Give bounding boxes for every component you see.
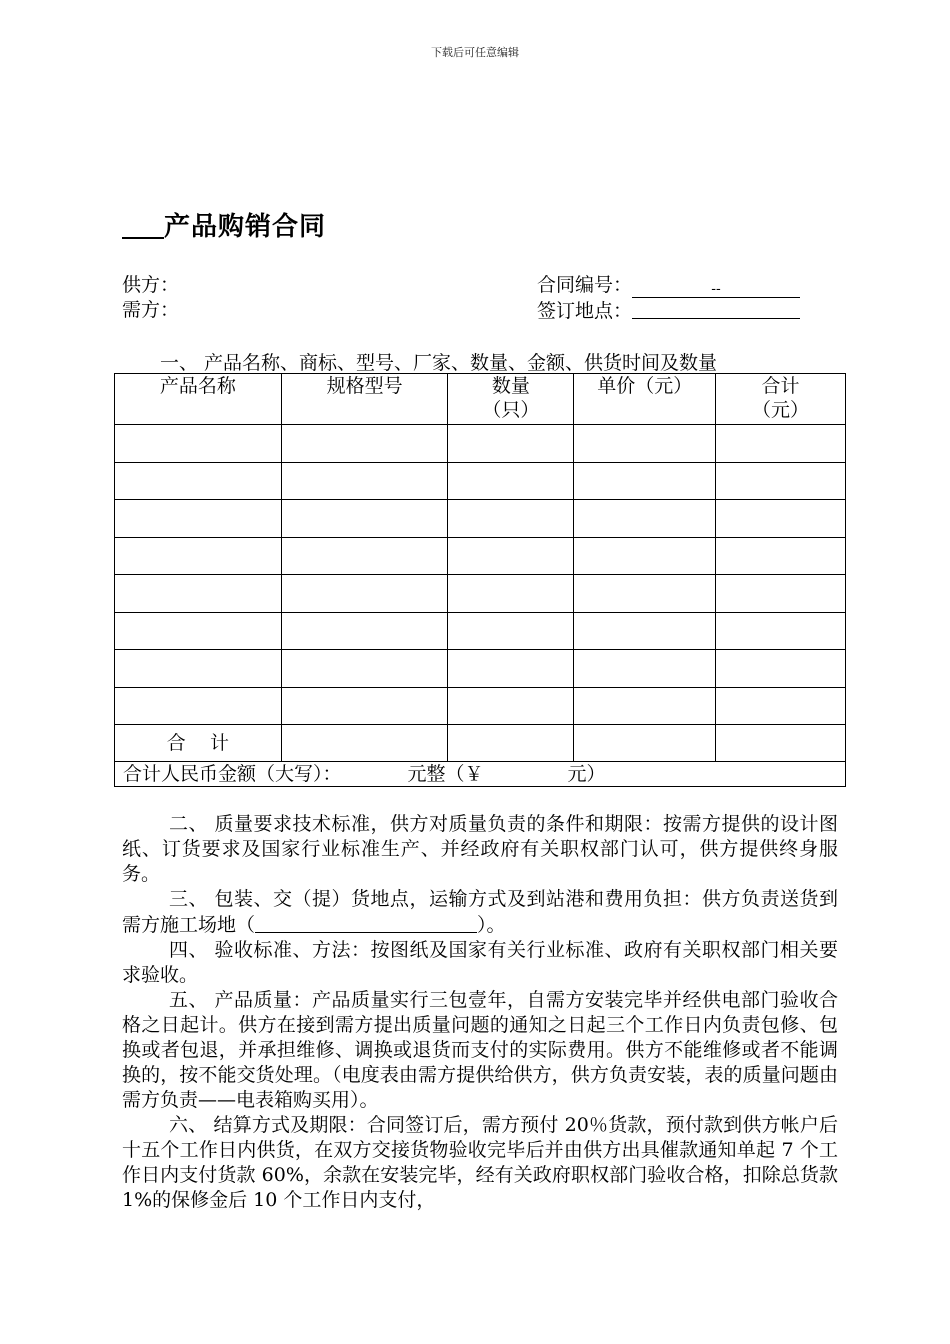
table-header-row: [115, 374, 846, 425]
table-cell[interactable]: [574, 575, 716, 613]
table-cell[interactable]: [115, 462, 282, 500]
title-text: 产品购销合同: [164, 212, 327, 242]
table-cell[interactable]: [716, 650, 846, 688]
table-cell[interactable]: [716, 612, 846, 650]
clause-2: 二、 质量要求技术标准，供方对质量负责的条件和期限：按需方提供的设计图纸、订货要求及国家行业标准生产、并经政府有关职权部门认可，供方提供终身服务。: [122, 813, 838, 885]
table-cell[interactable]: [716, 575, 846, 613]
product-table: [114, 373, 846, 787]
table-cell[interactable]: [281, 725, 448, 762]
table-cell[interactable]: [281, 650, 448, 688]
table-cell[interactable]: [574, 687, 716, 725]
table-cell[interactable]: [448, 612, 574, 650]
contract-clauses: [122, 812, 838, 1213]
table-cell[interactable]: [716, 500, 846, 538]
table-cell[interactable]: [448, 500, 574, 538]
site-field[interactable]: [255, 912, 477, 933]
table-cell[interactable]: [716, 425, 846, 463]
table-row: [115, 612, 846, 650]
table-total-row: [115, 762, 846, 787]
table-cell[interactable]: [281, 687, 448, 725]
buyer-label: 需方：: [122, 299, 180, 321]
header-product-name: 产品名称: [115, 374, 282, 425]
table-cell[interactable]: [115, 537, 282, 575]
table-cell[interactable]: [115, 687, 282, 725]
table-cell[interactable]: [716, 687, 846, 725]
header-note: 下载后可任意编辑: [431, 46, 519, 59]
table-cell[interactable]: [115, 500, 282, 538]
table-row: [115, 500, 846, 538]
table-cell[interactable]: [716, 537, 846, 575]
header-spec-model: 规格型号: [281, 374, 448, 425]
table-cell[interactable]: [281, 612, 448, 650]
header-total: 合计 （元）: [716, 374, 846, 425]
table-cell[interactable]: [448, 537, 574, 575]
table-cell[interactable]: [716, 725, 846, 762]
table-cell[interactable]: [574, 650, 716, 688]
table-cell[interactable]: [281, 537, 448, 575]
table-cell[interactable]: [448, 650, 574, 688]
contract-no-label: 合同编号：: [537, 274, 633, 296]
header-quantity: 数量 （只）: [448, 374, 574, 425]
table-row: [115, 462, 846, 500]
title-blank[interactable]: [122, 209, 164, 239]
buyer-row: [122, 298, 179, 323]
table-row: [115, 575, 846, 613]
table-cell[interactable]: [574, 725, 716, 762]
sign-place-field[interactable]: [632, 298, 800, 319]
section1-heading: 一、 产品名称、商标、型号、厂家、数量、金额、供货时间及数量: [160, 352, 718, 374]
sum-label: 合 计: [115, 725, 282, 762]
total-amount-cell: [115, 762, 846, 787]
sign-place-label: 签订地点：: [537, 300, 633, 322]
table-cell[interactable]: [115, 575, 282, 613]
clause-5: 五、 产品质量：产品质量实行三包壹年，自需方安装完毕并经供电部门验收合格之日起计。供方在接到需方提出质量问题的通知之日起三个工作日内负责包修、包换或者包退，并承担维修、调换或退货而支付的实际费用。供方不能维修或者不能调换的，按不能交货处理。（电度表由需方提供给供方，供方负责安装，表的质量问题由需方负责——电表箱购买用）。: [122, 989, 838, 1111]
table-cell[interactable]: [115, 612, 282, 650]
supplier-label: 供方：: [122, 274, 180, 296]
total-yuan-label: 元整（￥: [407, 763, 484, 785]
table-cell[interactable]: [574, 500, 716, 538]
clause-6: 六、 结算方式及期限：合同签订后，需方预付 20％货款，预付款到供方帐户后十五个工作日内供货，在双方交接货物验收完毕后并由供方出具催款通知单起 7 个工作日内支付货款 60%，余款在安装完毕，经有关政府职权部门验收合格，扣除总货款 1%的保修金后 10 个工作日内支付，: [122, 1114, 838, 1211]
page-title: [122, 206, 326, 243]
table-sum-row: [115, 725, 846, 762]
header-unit-price: 单价（元）: [574, 374, 716, 425]
table-cell[interactable]: [574, 462, 716, 500]
table-cell[interactable]: [574, 612, 716, 650]
contract-no-field[interactable]: --: [632, 277, 800, 298]
clause-3: 三、 包装、交（提）货地点，运输方式及到站港和费用负担：供方负责送货到需方施工场地（ ）。: [122, 888, 838, 936]
clause-4: 四、 验收标准、方法：按图纸及国家有关行业标准、政府有关职权部门相关要求验收。: [122, 939, 838, 986]
table-cell[interactable]: [448, 725, 574, 762]
table-row: [115, 425, 846, 463]
table-cell[interactable]: [448, 462, 574, 500]
table-cell[interactable]: [574, 425, 716, 463]
table-row: [115, 687, 846, 725]
sign-place-row: [537, 298, 800, 324]
table-row: [115, 650, 846, 688]
table-cell[interactable]: [574, 537, 716, 575]
total-yuan-end: 元）: [567, 763, 606, 785]
supplier-row: [122, 273, 179, 298]
table-cell[interactable]: [115, 425, 282, 463]
contract-no-row: [537, 273, 800, 298]
table-cell[interactable]: [448, 425, 574, 463]
table-cell[interactable]: [281, 425, 448, 463]
table-cell[interactable]: [281, 575, 448, 613]
table-cell[interactable]: [448, 687, 574, 725]
total-amount-label: 合计人民币金额（大写）：: [123, 763, 342, 785]
table-cell[interactable]: [281, 462, 448, 500]
table-cell[interactable]: [448, 575, 574, 613]
table-cell[interactable]: [115, 650, 282, 688]
table-cell[interactable]: [281, 500, 448, 538]
table-cell[interactable]: [716, 462, 846, 500]
table-row: [115, 537, 846, 575]
